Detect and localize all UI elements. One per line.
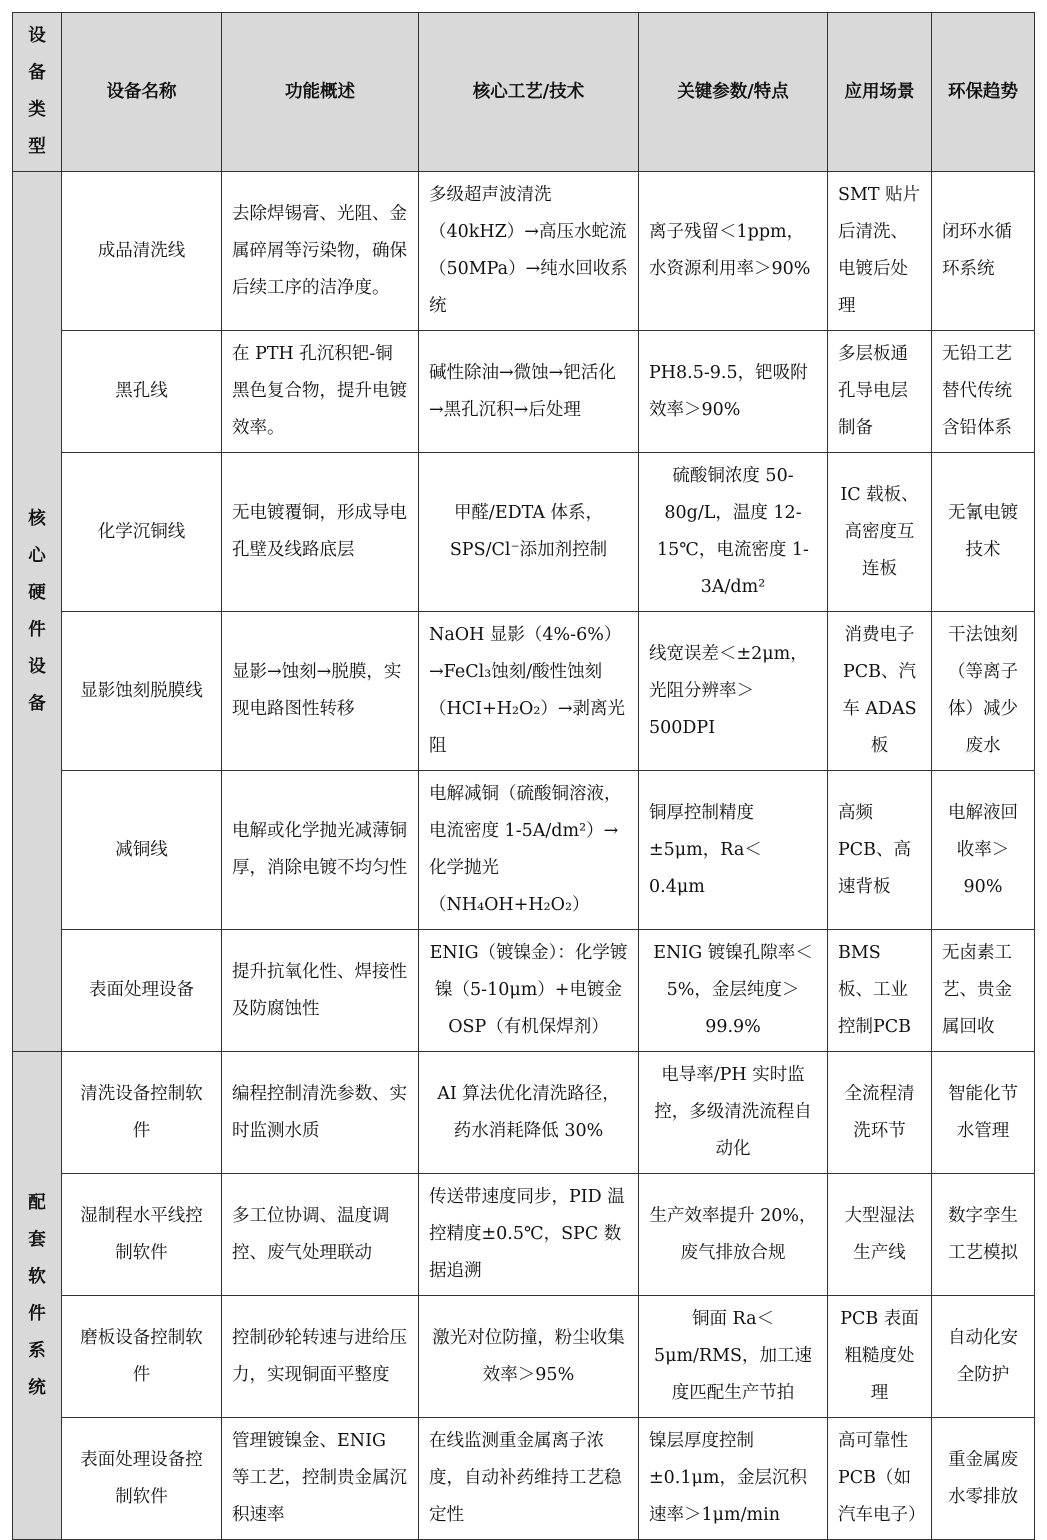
cell-process: 甲醛/EDTA 体系，SPS/Cl⁻添加剂控制 xyxy=(419,453,639,612)
table-row xyxy=(13,930,1035,1052)
cell-parameters: 线宽误差＜±2μm，光阻分辨率＞500DPI xyxy=(639,612,828,771)
cell-equipment-name: 显影蚀刻脱膜线 xyxy=(62,612,222,771)
table-row xyxy=(13,1052,1035,1174)
header-row xyxy=(13,13,1035,172)
table-row xyxy=(13,771,1035,930)
cell-equipment-name: 湿制程水平线控制软件 xyxy=(62,1174,222,1296)
cell-scenario: IC 载板、高密度互连板 xyxy=(828,453,932,612)
cell-process: 电解减铜（硫酸铜溶液，电流密度 1-5A/dm²）→化学抛光（NH₄OH+H₂O₂） xyxy=(419,771,639,930)
cell-equipment-name: 表面处理设备 xyxy=(62,930,222,1052)
cell-parameters: 生产效率提升 20%，废气排放合规 xyxy=(639,1174,828,1296)
cell-parameters: 电导率/PH 实时监控，多级清洗流程自动化 xyxy=(639,1052,828,1174)
cell-parameters: 铜厚控制精度±5μm，Ra＜0.4μm xyxy=(639,771,828,930)
cell-scenario: SMT 贴片后清洗、电镀后处理 xyxy=(828,172,932,331)
table-row xyxy=(13,612,1035,771)
cell-equipment-name: 磨板设备控制软件 xyxy=(62,1296,222,1418)
header-key-parameters: 关键参数/特点 xyxy=(639,13,828,172)
cell-scenario: 高频 PCB、高速背板 xyxy=(828,771,932,930)
cell-process: 传送带速度同步，PID 温控精度±0.5℃，SPC 数据追溯 xyxy=(419,1174,639,1296)
cell-trend: 干法蚀刻（等离子体）减少废水 xyxy=(932,612,1035,771)
table-row xyxy=(13,1296,1035,1418)
cell-trend: 无铅工艺替代传统含铅体系 xyxy=(932,331,1035,453)
cell-trend: 重金属废水零排放 xyxy=(932,1418,1035,1540)
cell-equipment-name: 减铜线 xyxy=(62,771,222,930)
cell-equipment-name: 清洗设备控制软件 xyxy=(62,1052,222,1174)
table-row xyxy=(13,172,1035,331)
cell-trend: 自动化安全防护 xyxy=(932,1296,1035,1418)
cell-parameters: 镍层厚度控制±0.1μm，金层沉积速率＞1μm/min xyxy=(639,1418,828,1540)
cell-process: 碱性除油→微蚀→钯活化→黑孔沉积→后处理 xyxy=(419,331,639,453)
cell-equipment-name: 黑孔线 xyxy=(62,331,222,453)
cell-scenario: 多层板通孔导电层制备 xyxy=(828,331,932,453)
cell-parameters: PH8.5-9.5，钯吸附效率＞90% xyxy=(639,331,828,453)
cell-function: 提升抗氧化性、焊接性及防腐蚀性 xyxy=(222,930,419,1052)
cell-trend: 无卤素工艺、贵金属回收 xyxy=(932,930,1035,1052)
cell-parameters: 离子残留＜1ppm，水资源利用率＞90% xyxy=(639,172,828,331)
cell-function: 管理镀镍金、ENIG 等工艺，控制贵金属沉积速率 xyxy=(222,1418,419,1540)
cell-process: 多级超声波清洗（40kHZ）→高压水蛇流（50MPa）→纯水回收系统 xyxy=(419,172,639,331)
cell-function: 无电镀覆铜，形成导电孔壁及线路底层 xyxy=(222,453,419,612)
cell-function: 在 PTH 孔沉积钯-铜黑色复合物，提升电镀效率。 xyxy=(222,331,419,453)
cell-process: 激光对位防撞，粉尘收集效率＞95% xyxy=(419,1296,639,1418)
cell-process: AI 算法优化清洗路径，药水消耗降低 30% xyxy=(419,1052,639,1174)
cell-function: 去除焊锡膏、光阻、金属碎屑等污染物，确保后续工序的洁净度。 xyxy=(222,172,419,331)
table-row xyxy=(13,331,1035,453)
cell-equipment-name: 表面处理设备控制软件 xyxy=(62,1418,222,1540)
equipment-table xyxy=(12,12,1035,1540)
cell-trend: 无氰电镀技术 xyxy=(932,453,1035,612)
header-equipment-name: 设备名称 xyxy=(62,13,222,172)
cell-function: 显影→蚀刻→脱膜，实现电路图性转移 xyxy=(222,612,419,771)
cell-parameters: 硫酸铜浓度 50-80g/L，温度 12-15℃，电流密度 1-3A/dm² xyxy=(639,453,828,612)
cell-scenario: 消费电子 PCB、汽车 ADAS 板 xyxy=(828,612,932,771)
table-row xyxy=(13,1174,1035,1296)
cell-parameters: ENIG 镀镍孔隙率＜5%，金层纯度＞99.9% xyxy=(639,930,828,1052)
category-cell-hardware: 核心硬件设备 xyxy=(13,172,62,1052)
cell-equipment-name: 化学沉铜线 xyxy=(62,453,222,612)
header-equipment-type: 设备类型 xyxy=(13,13,62,172)
cell-function: 编程控制清洗参数、实时监测水质 xyxy=(222,1052,419,1174)
cell-process: 在线监测重金属离子浓度，自动补药维持工艺稳定性 xyxy=(419,1418,639,1540)
cell-scenario: PCB 表面粗糙度处理 xyxy=(828,1296,932,1418)
table-row xyxy=(13,1418,1035,1540)
table-row xyxy=(13,453,1035,612)
cell-function: 电解或化学抛光减薄铜厚，消除电镀不均匀性 xyxy=(222,771,419,930)
cell-equipment-name: 成品清洗线 xyxy=(62,172,222,331)
cell-function: 多工位协调、温度调控、废气处理联动 xyxy=(222,1174,419,1296)
cell-scenario: 大型湿法生产线 xyxy=(828,1174,932,1296)
cell-trend: 数字孪生工艺模拟 xyxy=(932,1174,1035,1296)
header-environmental-trend: 环保趋势 xyxy=(932,13,1035,172)
category-cell-software: 配套软件系统 xyxy=(13,1052,62,1540)
cell-trend: 闭环水循环系统 xyxy=(932,172,1035,331)
header-function-overview: 功能概述 xyxy=(222,13,419,172)
cell-function: 控制砂轮转速与进给压力，实现铜面平整度 xyxy=(222,1296,419,1418)
cell-scenario: BMS 板、工业控制PCB xyxy=(828,930,932,1052)
header-application-scenario: 应用场景 xyxy=(828,13,932,172)
cell-process: NaOH 显影（4%-6%）→FeCl₃蚀刻/酸性蚀刻（HCI+H₂O₂）→剥离光阻 xyxy=(419,612,639,771)
cell-scenario: 全流程清洗环节 xyxy=(828,1052,932,1174)
cell-process: ENIG（镀镍金）：化学镀镍（5-10μm）+电镀金 OSP（有机保焊剂） xyxy=(419,930,639,1052)
cell-parameters: 铜面 Ra＜5μm/RMS，加工速度匹配生产节拍 xyxy=(639,1296,828,1418)
header-core-process: 核心工艺/技术 xyxy=(419,13,639,172)
cell-trend: 智能化节水管理 xyxy=(932,1052,1035,1174)
cell-scenario: 高可靠性 PCB（如汽车电子） xyxy=(828,1418,932,1540)
cell-trend: 电解液回收率＞90% xyxy=(932,771,1035,930)
